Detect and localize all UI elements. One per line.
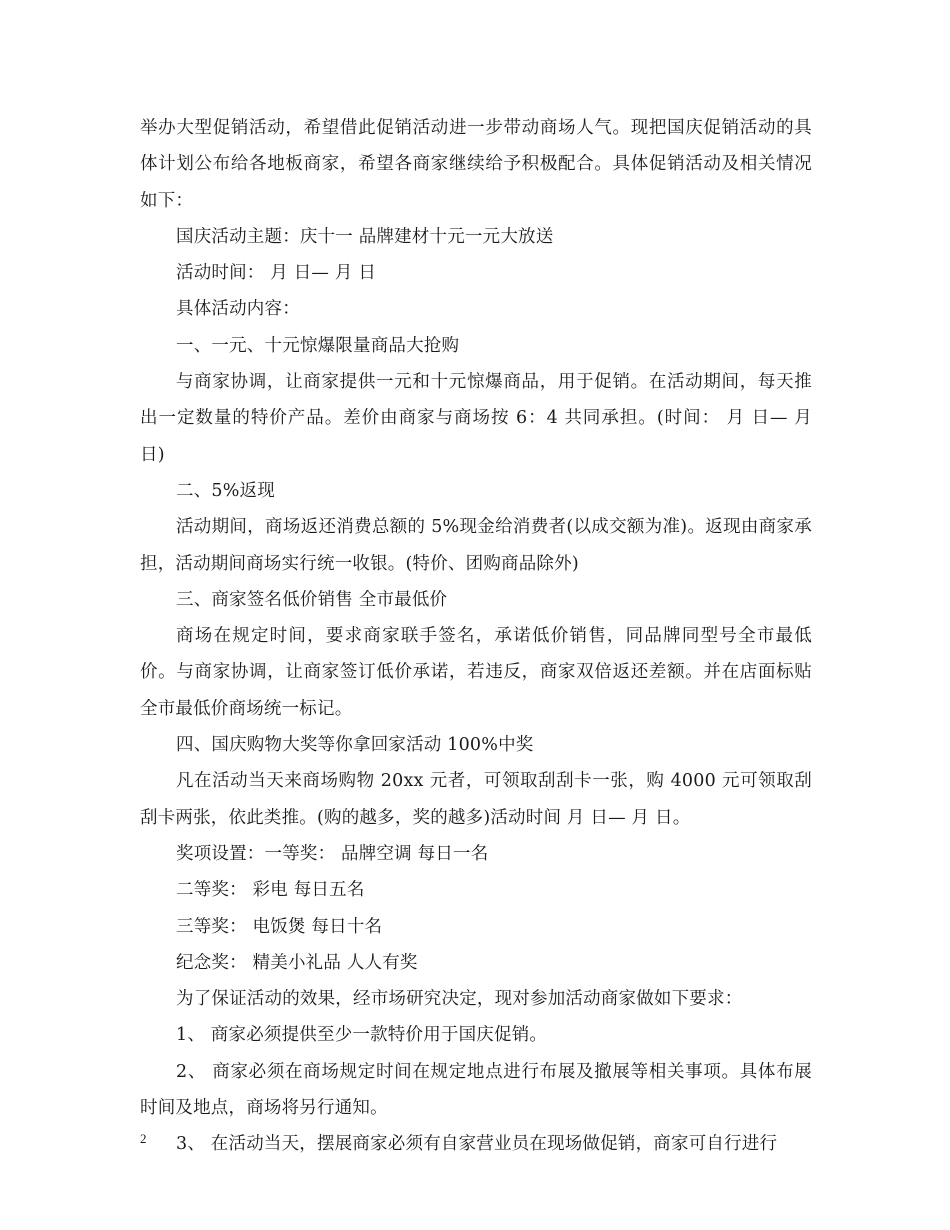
- requirement-item-2: 2、 商家必须在商场规定时间在规定地点进行布展及撤展等相关事项。具体布展时间及地点，商场将另行通知。: [140, 1061, 812, 1119]
- requirement-item-1: 1、 商家必须提供至少一款特价用于国庆促销。: [176, 1025, 548, 1046]
- prize-second: 二等奖： 彩电 每日五名: [176, 880, 365, 901]
- section-heading-1: 一、一元、十元惊爆限量商品大抢购: [176, 335, 460, 356]
- requirement-item-3: 3、 在活动当天，摆展商家必须有自家营业员在现场做促销，商家可自行进行: [176, 1134, 778, 1155]
- page-number: 2: [140, 1131, 147, 1146]
- section-heading-4: 四、国庆购物大奖等你拿回家活动 100%中奖: [176, 735, 534, 756]
- paragraph-section-1: 与商家协调，让商家提供一元和十元惊爆商品，用于促销。在活动期间，每天推出一定数量的特价产品。差价由商家与商场按 6：4 共同承担。(时间： 月 日— 月 日): [140, 372, 812, 465]
- prize-souvenir: 纪念奖： 精美小礼品 人人有奖: [176, 952, 418, 973]
- paragraph-time: 活动时间： 月 日— 月 日: [176, 263, 377, 284]
- prize-first: 奖项设置：一等奖： 品牌空调 每日一名: [176, 843, 489, 864]
- paragraph-section-2: 活动期间，商场返还消费总额的 5%现金给消费者(以成交额为准)。返现由商家承担，活动期间商场实行统一收银。(特价、团购商品除外): [140, 517, 812, 574]
- paragraph-theme: 国庆活动主题：庆十一 品牌建材十元一元大放送: [176, 226, 554, 247]
- paragraph-content-heading: 具体活动内容：: [176, 299, 300, 320]
- document-body: [140, 110, 812, 1163]
- prize-third: 三等奖： 电饭煲 每日十名: [176, 916, 383, 937]
- section-heading-3: 三、商家签名低价销售 全市最低价: [176, 589, 448, 610]
- paragraph-intro: 举办大型促销活动，希望借此促销活动进一步带动商场人气。现把国庆促销活动的具体计划公布给各地板商家，希望各商家继续给予积极配合。具体促销活动及相关情况如下：: [140, 118, 812, 211]
- paragraph-requirements-intro: 为了保证活动的效果，经市场研究决定，现对参加活动商家做如下要求：: [176, 989, 743, 1010]
- paragraph-section-3: 商场在规定时间，要求商家联手签名，承诺低价销售，同品牌同型号全市最低价。与商家协调，让商家签订低价承诺，若违反，商家双倍返还差额。并在店面标贴全市最低价商场统一标记。: [140, 626, 812, 719]
- section-heading-2: 二、5%返现: [176, 480, 275, 501]
- paragraph-section-4: 凡在活动当天来商场购物 20xx 元者，可领取刮刮卡一张，购 4000 元可领取刮刮卡两张，依此类推。(购的越多，奖的越多)活动时间 月 日— 月 日。: [140, 771, 812, 828]
